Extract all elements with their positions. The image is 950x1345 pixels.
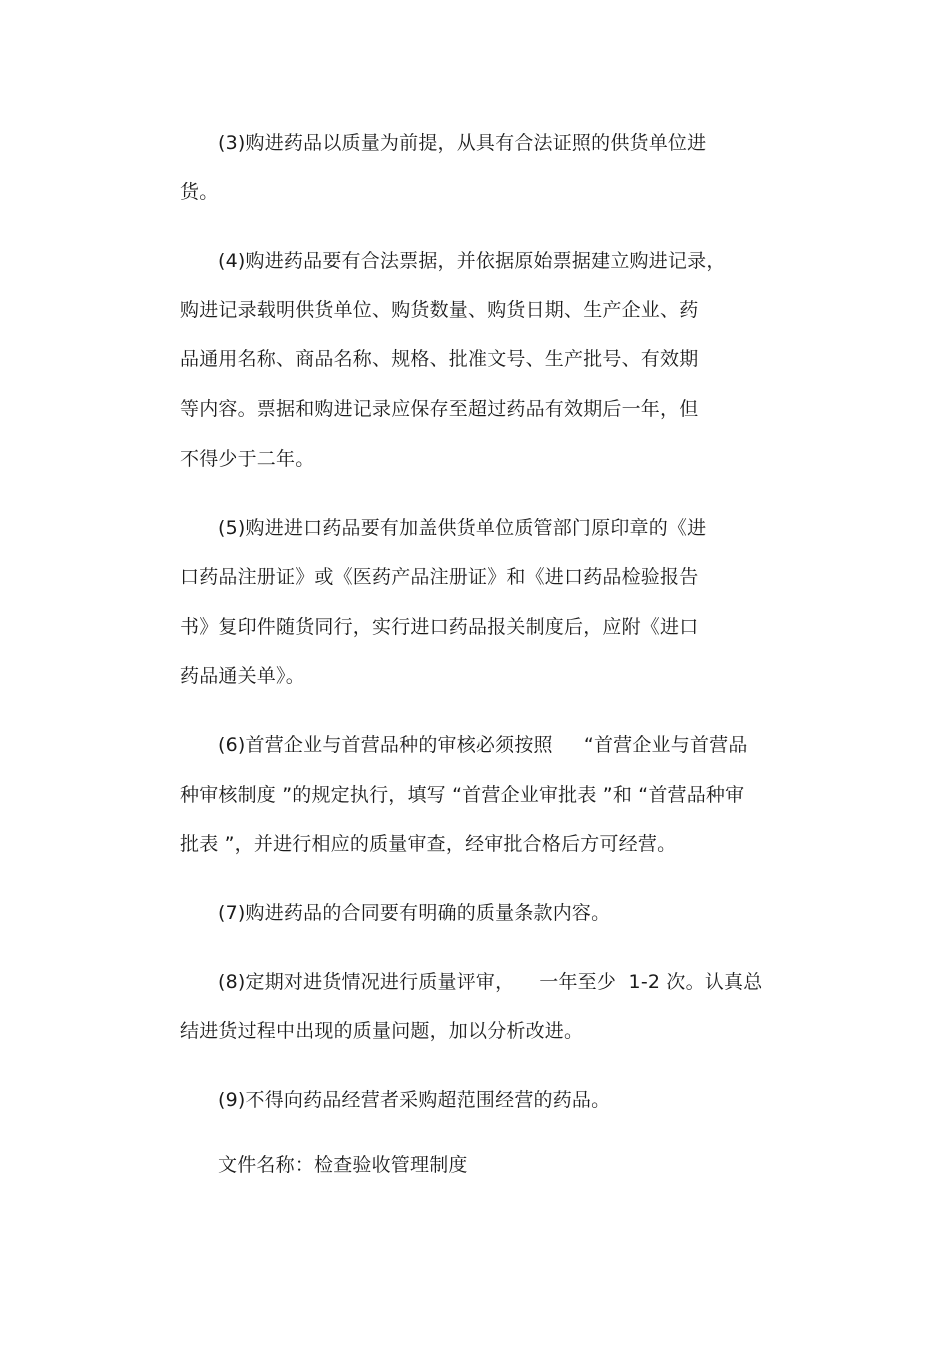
paragraph-4-line-2: 购进记录载明供货单位、购货数量、购货日期、生产企业、药 <box>180 299 699 321</box>
paragraph-6-line-3: 批表 ”，并进行相应的质量审查，经审批合格后方可经营。 <box>180 833 677 855</box>
paragraph-5-line-1: (5)购进进口药品要有加盖供货单位质管部门原印章的《进 <box>218 517 707 539</box>
paragraph-3-line-1: (3)购进药品以质量为前提，从具有合法证照的供货单位进 <box>218 132 707 154</box>
paragraph-5-line-3: 书》复印件随货同行，实行进口药品报关制度后，应附《进口 <box>180 616 699 638</box>
paragraph-4-line-5: 不得少于二年。 <box>180 448 315 470</box>
paragraph-5-line-4: 药品通关单》。 <box>180 665 305 687</box>
paragraph-9: (9)不得向药品经营者采购超范围经营的药品。 <box>218 1089 611 1111</box>
paragraph-4-line-3: 品通用名称、商品名称、规格、批准文号、生产批号、有效期 <box>180 348 699 370</box>
paragraph-6-line-1: (6)首营企业与首营品种的审核必须按照 “首营企业与首营品 <box>218 734 748 756</box>
paragraph-6-line-2: 种审核制度 ”的规定执行，填写 “首营企业审批表 ”和 “首营品种审 <box>180 784 745 806</box>
paragraph-5-line-2: 口药品注册证》或《医药产品注册证》和《进口药品检验报告 <box>180 566 699 588</box>
paragraph-7: (7)购进药品的合同要有明确的质量条款内容。 <box>218 902 611 924</box>
paragraph-3-line-2: 货。 <box>180 181 219 203</box>
paragraph-4-line-1: (4)购进药品要有合法票据，并依据原始票据建立购进记录， <box>218 250 726 272</box>
paragraph-8-line-2: 结进货过程中出现的质量问题，加以分析改进。 <box>180 1020 584 1042</box>
document-name-line: 文件名称：检查验收管理制度 <box>218 1154 468 1176</box>
paragraph-4-line-4: 等内容。票据和购进记录应保存至超过药品有效期后一年，但 <box>180 398 699 420</box>
paragraph-8-line-1: (8)定期对进货情况进行质量评审， 一年至少 1-2 次。认真总 <box>218 971 763 993</box>
